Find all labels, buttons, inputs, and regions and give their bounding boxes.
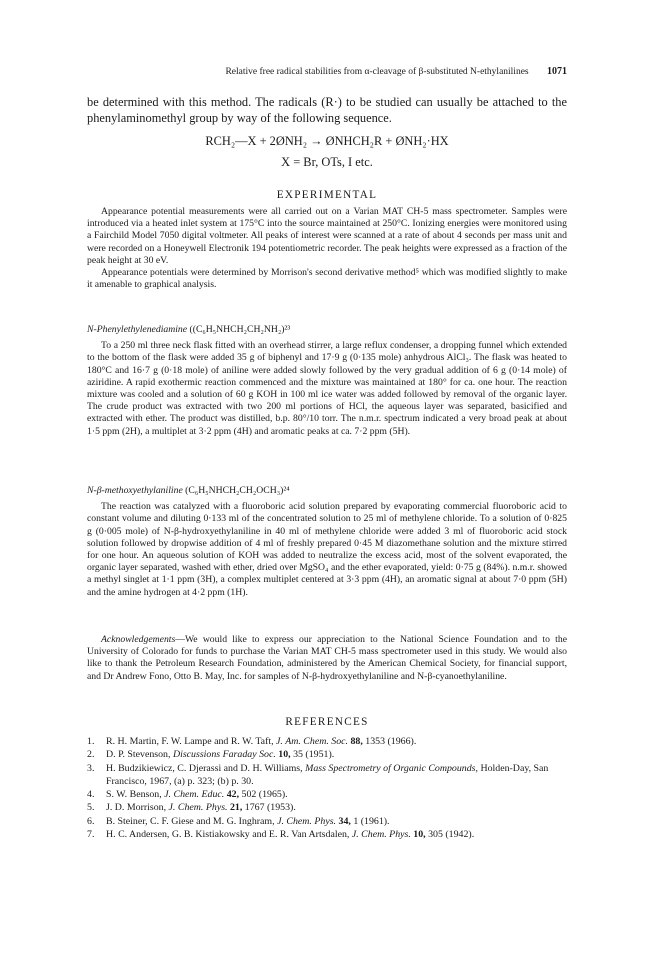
section-methoxyethylaniline [87, 485, 567, 599]
reference-journal: J. Chem. Phys. [351, 829, 411, 841]
reference-number: 5. [87, 802, 95, 814]
reference-details: 1 (1961). [350, 815, 390, 827]
intro-block [87, 95, 567, 126]
reference-number: 6. [87, 815, 95, 827]
reference-details: 502 (1965). [239, 789, 288, 801]
reference-journal: Discussions Faraday Soc. [172, 749, 276, 761]
reference-item [87, 801, 567, 814]
reference-authors: B. Steiner, C. F. Giese and M. G. Inghram, [106, 815, 278, 827]
section-1-body: To a 250 ml three neck flask fitted with an overhead stirrer, a large reflux condenser, a dropping funnel which extended to the bottom of the flask were added 35 g of biphenyl and 17·9 g (0·135 mole) anhydrous AlCl₃. The flask was heated to 180°C and 16·7 g (0·18 mole) of aniline were added slowly followed by the very gradual addition of 6 g (0·14 mole) of aziridine. A rapid exothermic reaction commenced and the mixture was maintained at 180° for ca. one hour. The reaction mixture was cooled and a solution of 60 g KOH in 100 ml ice water was added followed by removal of the organic layer. The crude product was extracted with two 200 ml portions of HCl, the aqueous layer was separated, basicified and extracted with ether. The product was distilled, b.p. 80°/10 torr. The n.m.r. spectrum indicated a very broad peak at about 1·5 ppm (2H), a multiplet at 3·2 ppm (4H) and aromatic peaks at ca. 7·2 ppm (5H). [87, 340, 567, 437]
acknowledgements-label: Acknowledgements [101, 634, 176, 645]
intro-paragraph: be determined with this method. The radicals (R·) to be studied can usually be attached to the phenylaminomethyl group by way of the following sequence. [87, 95, 567, 125]
reference-journal: J. Chem. Phys. [168, 802, 228, 814]
acknowledgements-body: —We would like to express our appreciation to the National Science Foundation and to the University of Colorado for funds to purchase the Varian MAT CH-5 mass spectrometer used in this study. We would also like to thank the Petroleum Research Foundation, administered by the American Chemical Society, for financial support, and Dr Andrew Fono, Otto B. May, Inc. for samples of N-β-hydroxyethylaniline and N-β-cyanoethylaniline. [87, 634, 567, 682]
reference-number: 3. [87, 762, 95, 774]
experimental-heading: EXPERIMENTAL [276, 189, 378, 201]
reference-item [87, 748, 567, 761]
reference-number: 4. [87, 789, 95, 801]
references-list [87, 735, 567, 841]
page-number: 1071 [547, 66, 567, 77]
reference-journal: J. Chem. Educ. [164, 789, 225, 801]
running-head [87, 66, 567, 78]
reference-volume: 42, [224, 789, 240, 801]
experimental-section [87, 188, 567, 291]
reference-item [87, 828, 567, 841]
reference-item [87, 762, 567, 789]
section-2-title: N-β-methoxyethylaniline [87, 485, 183, 496]
section-2-formula: (C₆H₅NHCH₂CH₂OCH₃)²⁴ [182, 485, 290, 496]
reference-item [87, 815, 567, 828]
section-1-formula: ((C₆H₅NHCH₂CH₂NH₂)²³ [187, 324, 291, 335]
reference-journal: Mass Spectrometry of Organic Compounds, [305, 762, 478, 774]
reference-number: 1. [87, 736, 95, 747]
section-1-title: N-Phenylethylenediamine [87, 324, 188, 335]
reference-details: 1353 (1966). [362, 736, 417, 747]
section-2-body: The reaction was catalyzed with a fluoroboric acid solution prepared by evaporating commercial fluoroboric acid to constant volume and diluting 0·133 ml of the concentrated solution to 25 ml of methylene chloride. To a solution of 0·825 g (0·005 mole) of N-β-hydroxyethylaniline in 40 ml of methylene chloride were added 3 ml of fluoroboric acid stock solution followed by dropwise addition of 4 ml of freshly prepared 0·45 M diazomethane solution and the mixture stirred for one hour. An aqueous solution of KOH was added to neutralize the excess acid, most of the solvent evaporated, the organic layer separated, washed with ether, dried over MgSO₄ and the ether evaporated, yield: 0·75 g (84%). n.m.r. showed a methyl singlet at 1·1 ppm (3H), a complex multiplet centered at 3·3 ppm (4H), an aromatic signal at about 7·0 ppm (5H) and the amine hydrogen at 4·2 ppm (1H). [87, 501, 567, 598]
section-phenylethylenediamine [87, 324, 567, 438]
reference-volume: 88, [348, 736, 363, 747]
leaving-group-equation: X = Br, OTs, I etc. [281, 155, 373, 169]
reference-volume: 10, [275, 749, 291, 761]
reference-journal: J. Chem. Phys. [277, 815, 337, 827]
reference-journal: J. Am. Chem. Soc. [276, 736, 348, 747]
reference-number: 7. [87, 829, 95, 841]
experimental-paragraph-2: Appearance potentials were determined by Morrison's second derivative method⁵ which was modified slightly to make it amenable to graphical analysis. [87, 267, 567, 291]
reference-number: 2. [87, 749, 95, 761]
section-2-heading [87, 485, 567, 497]
references-heading: REFERENCES [285, 716, 369, 728]
reference-authors: H. Budzikiewicz, C. Djerassi and D. H. Williams, [106, 762, 306, 774]
reference-volume: 21, [227, 802, 243, 814]
reference-item [87, 735, 567, 748]
reference-details: 35 (1951). [290, 749, 335, 761]
reference-authors: S. W. Benson, [106, 789, 165, 801]
reference-details: 1767 (1953). [242, 802, 296, 814]
reference-authors: J. D. Morrison, [106, 802, 169, 814]
acknowledgements-block [87, 634, 567, 683]
reference-item [87, 788, 567, 801]
running-head-title: Relative free radical stabilities from α-cleavage of β-substituted N-ethylanilines [225, 67, 529, 77]
reference-authors: D. P. Stevenson, [106, 749, 173, 761]
reference-details: Holden-Day, San Francisco, 1967, (a) p. 323; (b) p. 30. [106, 762, 549, 787]
section-1-heading [87, 324, 567, 336]
reference-authors: H. C. Andersen, G. B. Kistiakowsky and E. R. Van Artsdalen, [106, 829, 352, 841]
reference-volume: 34, [336, 815, 351, 827]
reference-authors: R. H. Martin, F. W. Lampe and R. W. Taft, [106, 736, 277, 747]
reference-volume: 10, [410, 829, 426, 841]
reference-details: 305 (1942). [425, 829, 475, 841]
reaction-equation: RCH₂—X + 2ØNH₂ → ØNHCH₂R + ØNH₂·HX [205, 134, 449, 148]
acknowledgements-paragraph [87, 634, 567, 683]
references-section [87, 715, 567, 841]
experimental-paragraph-1: Appearance potential measurements were all carried out on a Varian MAT CH-5 mass spectrometer. Samples were introduced via a heated inlet system at 175°C into the source maintained at 250°C. Ionizing energies were monitored using a Fairchild Model 7050 digital voltmeter. All peaks of interest were scanned at a rate of about 4 seconds per mass unit and were recorded on a Honeywell Electronik 194 potentiometric recorder. The peak heights were expressed as a fraction of the peak height at 30 eV. [87, 206, 567, 266]
equation-block [87, 133, 567, 171]
